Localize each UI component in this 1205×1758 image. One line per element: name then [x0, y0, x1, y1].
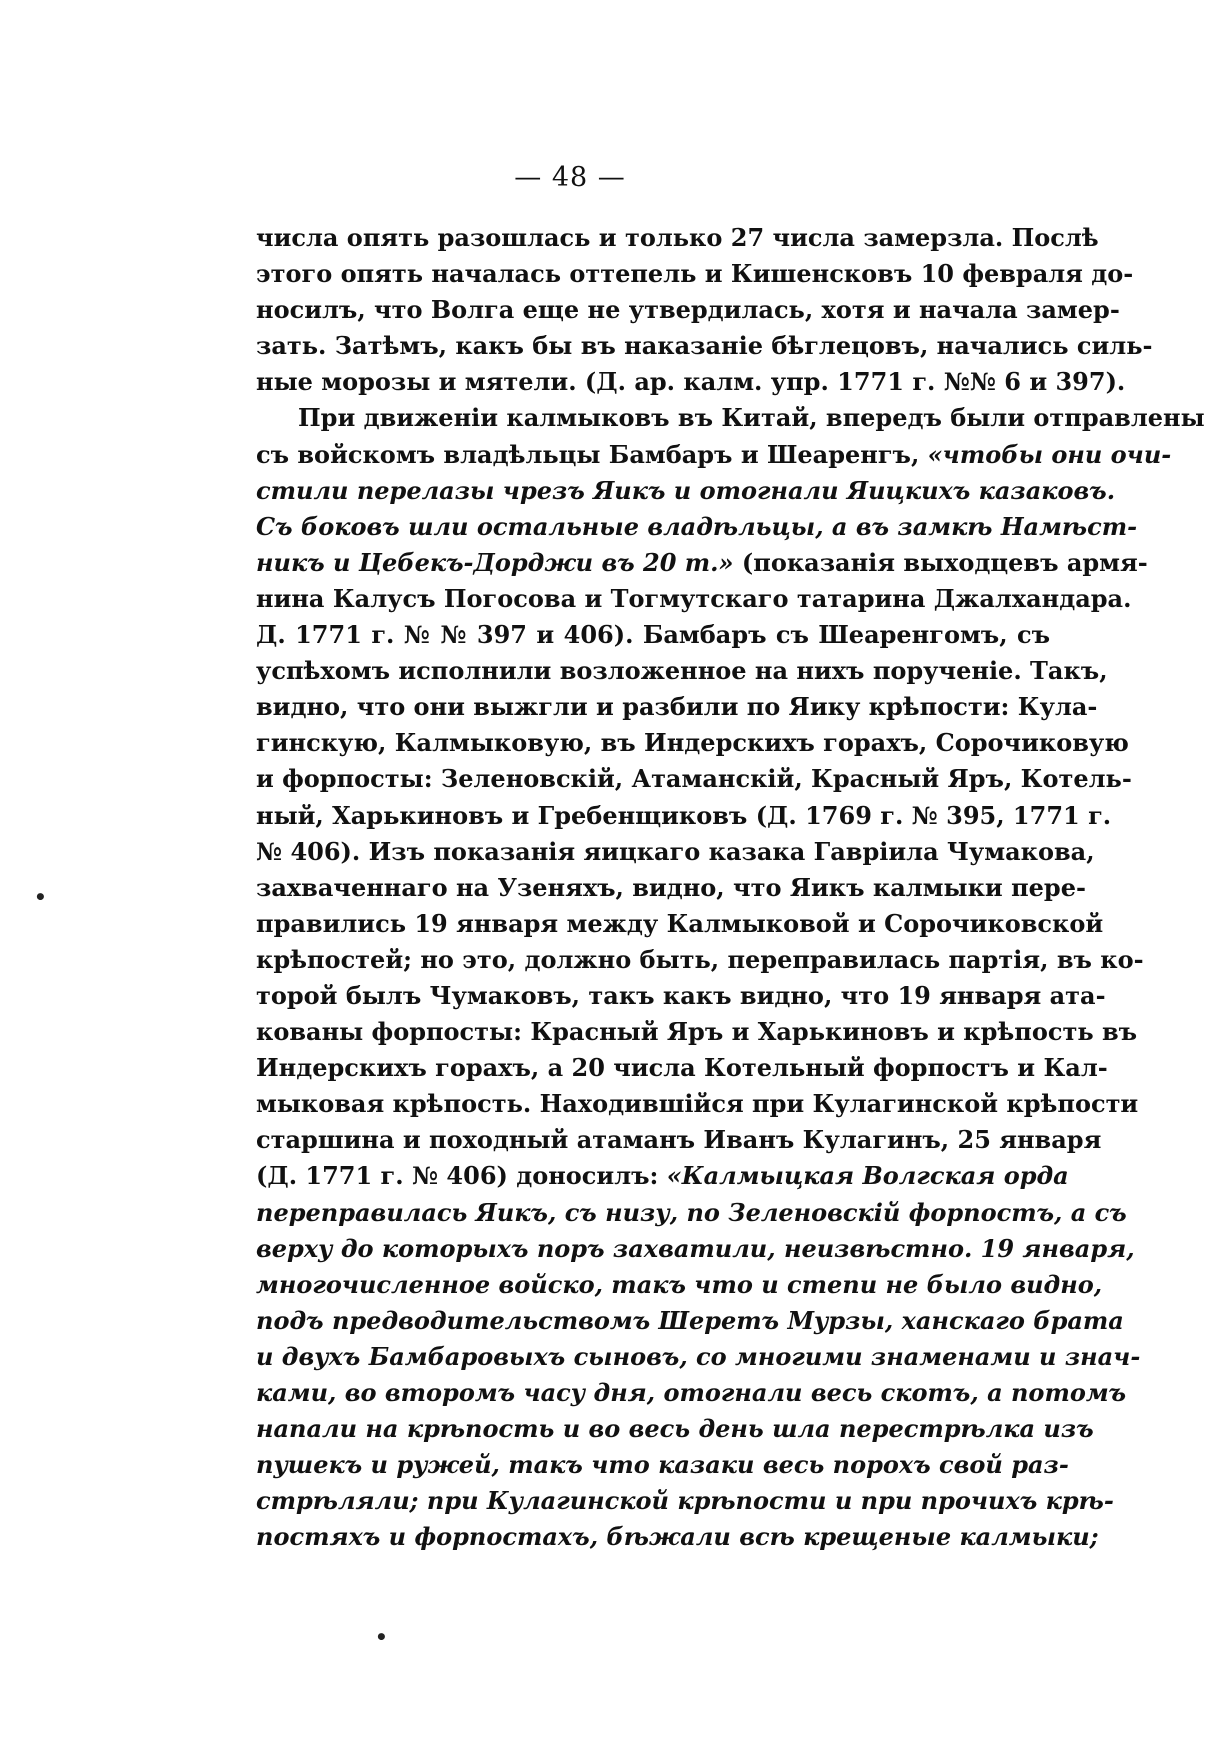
text-segment: мыковая крѣпость. Находившійся при Кулагинской крѣпости: [256, 1089, 1139, 1119]
italic-segment: никъ и Цебекъ-Дорджи въ 20 т.»: [256, 547, 734, 577]
text-line: [256, 1375, 1127, 1411]
italic-segment: пушекъ и ружей, такъ что казаки весь порохъ свой раз-: [256, 1450, 1069, 1480]
text-line: [256, 1086, 1139, 1122]
text-line: [256, 1122, 1102, 1158]
text-segment: съ войскомъ владѣльцы Бамбаръ и Шеаренгъ,: [256, 439, 928, 469]
text-line: [256, 870, 1086, 906]
italic-segment: переправилась Яикъ, съ низу, по Зеленовскій форпостъ, а съ: [256, 1197, 1127, 1227]
text-segment: (Д. 1771 г. № 406) доносилъ:: [256, 1161, 667, 1191]
text-line: [256, 473, 1116, 509]
italic-segment: стрѣляли; при Кулагинской крѣпости и при прочихъ крѣ-: [256, 1486, 1114, 1516]
text-segment: числа опять разошлась и только 27 числа замерзла. Послѣ: [256, 223, 1099, 252]
text-line: [256, 1483, 1114, 1519]
text-line: [256, 328, 1153, 364]
text-line: [256, 653, 1108, 689]
text-segment: Индерскихъ горахъ, а 20 числа Котельный форпостъ и Кал-: [256, 1053, 1108, 1083]
text-line: [256, 400, 1205, 436]
text-line: [256, 798, 1112, 834]
text-line: [256, 1447, 1069, 1483]
margin-dot: •: [375, 1625, 388, 1649]
italic-segment: «Калмыцкая Волгская орда: [666, 1161, 1069, 1191]
text-segment: нина Калусъ Погосова и Тогмутскаго татарина Джалхандара.: [256, 583, 1132, 613]
text-line: [256, 617, 1050, 653]
text-line: [256, 689, 1098, 725]
text-segment: торой былъ Чумаковъ, такъ какъ видно, что 19 января ата-: [256, 980, 1106, 1010]
text-line: [256, 256, 1134, 292]
text-line: [256, 725, 1129, 761]
page-number: — 48 —: [514, 162, 626, 193]
italic-segment: стили перелазы чрезъ Яикъ и отогнали Яицкихъ казаковъ.: [256, 475, 1116, 505]
text-segment: правились 19 января между Калмыковой и Сорочиковской: [256, 908, 1104, 938]
margin-dot: •: [34, 885, 47, 909]
text-segment: кованы форпосты: Красный Яръ и Харькиновъ и крѣпость въ: [256, 1017, 1138, 1047]
body-text: [256, 220, 1205, 1555]
text-segment: этого опять началась оттепель и Кишенсковъ 10 февраля до-: [256, 259, 1134, 289]
text-line: [256, 509, 1138, 545]
text-line: [256, 292, 1120, 328]
text-segment: При движеніи калмыковъ въ Китай, впередъ были отправлены: [298, 403, 1205, 433]
text-line: [256, 906, 1104, 942]
text-segment: носилъ, что Волга еще не утвердилась, хотя и начала замер-: [256, 295, 1120, 325]
italic-segment: и двухъ Бамбаровыхъ сыновъ, со многими знаменами и знач-: [256, 1341, 1141, 1371]
italic-segment: постяхъ и форпостахъ, бѣжали всѣ крещеные калмыки;: [256, 1522, 1099, 1552]
text-line: [256, 364, 1126, 400]
text-segment: и форпосты: Зеленовскій, Атаманскій, Красный Яръ, Котель-: [256, 764, 1132, 794]
italic-segment: верху до которыхъ поръ захватили, неизвѣстно. 19 января,: [256, 1233, 1135, 1263]
text-line: [256, 1519, 1099, 1555]
italic-segment: многочисленное войско, такъ что и степи не было видно,: [256, 1269, 1103, 1299]
italic-segment: подъ предводительствомъ Шеретъ Мурзы, ханскаго брата: [256, 1305, 1124, 1335]
text-segment: ные морозы и мятели. (Д. ар. калм. упр. 1771 г. №№ 6 и 397).: [256, 367, 1126, 397]
text-segment: крѣпостей; но это, должно быть, переправилась партія, въ ко-: [256, 944, 1144, 974]
text-line: [256, 1303, 1124, 1339]
italic-segment: «чтобы они очи-: [927, 439, 1172, 469]
italic-segment: Съ боковъ шли остальные владѣльцы, а въ замкѣ Намѣст-: [256, 511, 1138, 541]
text-line: [256, 1411, 1094, 1447]
text-line: [256, 220, 1099, 256]
text-line: [256, 1014, 1138, 1050]
text-line: [256, 581, 1132, 617]
text-line: [256, 1231, 1135, 1267]
text-segment: гинскую, Калмыковую, въ Индерскихъ горахъ, Сорочиковую: [256, 728, 1129, 758]
text-segment: зать. Затѣмъ, какъ бы въ наказаніе бѣглецовъ, начались силь-: [256, 331, 1153, 361]
text-line: [256, 834, 1095, 870]
text-segment: успѣхомъ исполнили возложенное на нихъ порученіе. Такъ,: [256, 656, 1108, 686]
text-segment: старшина и походный атаманъ Иванъ Кулагинъ, 25 января: [256, 1125, 1102, 1155]
text-segment: (показанія выходцевъ армя-: [733, 547, 1148, 577]
text-segment: захваченнаго на Узеняхъ, видно, что Яикъ калмыки пере-: [256, 872, 1086, 902]
text-line: [256, 1050, 1108, 1086]
text-line: [256, 1339, 1141, 1375]
text-segment: ный, Харькиновъ и Гребенщиковъ (Д. 1769 г. № 395, 1771 г.: [256, 800, 1112, 830]
text-line: [256, 978, 1106, 1014]
text-segment: № 406). Изъ показанія яицкаго казака Гавріила Чумакова,: [256, 836, 1095, 866]
italic-segment: ками, во второмъ часу дня, отогнали весь скотъ, а потомъ: [256, 1378, 1127, 1407]
text-line: [256, 1267, 1103, 1303]
italic-segment: напали на крѣпость и во весь день шла перестрѣлка изъ: [256, 1414, 1094, 1444]
text-line: [256, 1158, 1069, 1194]
text-line: [256, 437, 1172, 473]
text-line: [256, 1195, 1127, 1231]
text-line: [256, 761, 1132, 797]
text-segment: Д. 1771 г. № № 397 и 406). Бамбаръ съ Шеаренгомъ, съ: [256, 620, 1050, 650]
text-segment: видно, что они выжгли и разбили по Яику крѣпости: Кула-: [256, 692, 1098, 722]
text-line: [256, 545, 1148, 581]
text-line: [256, 942, 1144, 978]
